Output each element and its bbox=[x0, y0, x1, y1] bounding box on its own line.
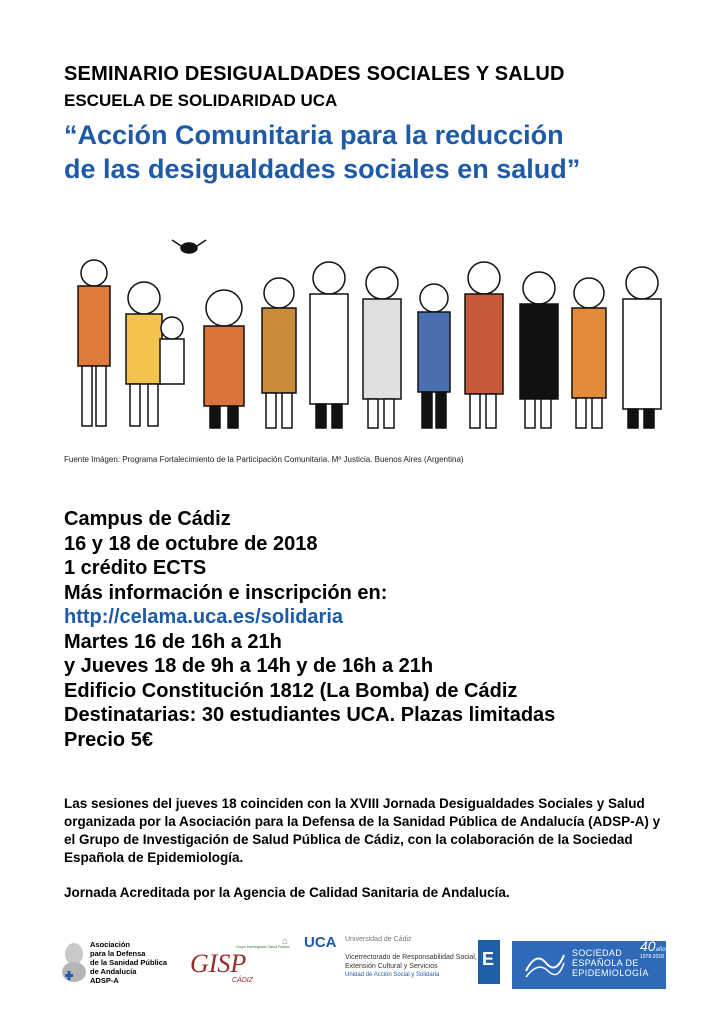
person-11 bbox=[572, 278, 606, 428]
see-line-2: ESPAÑOLA DE bbox=[572, 958, 639, 968]
quote-line-2: de las desigualdades sociales en salud” bbox=[64, 154, 581, 184]
person-4 bbox=[204, 290, 244, 428]
sessions-note: Las sesiones del jueves 18 coinciden con la XVIII Jornada Desigualdades Sociales y Salud organizada por la Asociación para la Defensa de la Sanidad Pública de Andalucía (ADSP-A) y el Grupo de Investigación de Salud Pública de Cádiz, con la colaboración de la Sociedad Española de Epidemiología. bbox=[64, 796, 661, 865]
uca-wordmark: UCA bbox=[304, 934, 337, 951]
quote-line-1: “Acción Comunitaria para la reducción bbox=[64, 120, 564, 150]
uca-vicerrectorado bbox=[345, 954, 477, 971]
uca-sub-line-1: Vicerrectorado de Responsabilidad Social, bbox=[345, 954, 477, 961]
image-source-caption: Fuente Imágen: Programa Fortalecimiento de la Participación Comunitaria. Mº Justicia. Buenos Aires (Argentina) bbox=[64, 455, 464, 464]
see-year-range: 1978-2018 bbox=[640, 954, 664, 960]
see-emblem-icon bbox=[518, 941, 568, 989]
seminar-title: SEMINARIO DESIGUALDADES SOCIALES Y SALUD bbox=[64, 63, 565, 85]
event-info bbox=[64, 507, 555, 752]
see-40-years bbox=[640, 938, 669, 954]
more-info-label: Más información e inscripción en: bbox=[64, 581, 388, 604]
see-line-3: EPIDEMIOLOGÍA bbox=[572, 968, 649, 978]
person-6 bbox=[310, 262, 348, 428]
audience: Destinatarias: 30 estudiantes UCA. Plazas limitadas bbox=[64, 704, 556, 726]
adsp-line-4: de Andalucía bbox=[90, 967, 137, 976]
adsp-line-5: ADSP-A bbox=[90, 976, 119, 985]
adsp-line-2: para la Defensa bbox=[90, 949, 146, 958]
e-logo bbox=[478, 940, 500, 984]
credits: 1 crédito ECTS bbox=[64, 557, 207, 579]
bee-icon bbox=[172, 240, 206, 253]
person-12 bbox=[623, 267, 661, 428]
price: Precio 5€ bbox=[64, 728, 153, 751]
accreditation-note: Jornada Acreditada por la Agencia de Calidad Sanitaria de Andalucía. bbox=[64, 885, 510, 900]
person-7 bbox=[363, 267, 401, 428]
school-subtitle: ESCUELA DE SOLIDARIDAD UCA bbox=[64, 91, 338, 110]
community-people-illustration bbox=[64, 228, 674, 433]
schedule-tuesday: Martes 16 de 16h a 21h bbox=[64, 630, 282, 653]
person-1 bbox=[78, 260, 110, 426]
e-letter: E bbox=[482, 949, 495, 969]
adsp-a-logo bbox=[60, 932, 180, 992]
schedule-thursday: y Jueves 18 de 9h a 14h y de 16h a 21h bbox=[64, 655, 434, 677]
dates: 16 y 18 de octubre de 2018 bbox=[64, 532, 318, 555]
gisp-logo bbox=[188, 934, 290, 990]
see-40: 40 bbox=[640, 938, 656, 954]
see-line-1: SOCIEDAD bbox=[572, 948, 623, 958]
gisp-letters: GISP bbox=[190, 949, 247, 978]
sponsor-logos bbox=[60, 932, 670, 992]
adsp-line-1: Asociación bbox=[90, 940, 131, 949]
seminar-quote-title bbox=[64, 118, 684, 186]
uca-unit: Unidad de Acción Social y Solidaria bbox=[345, 972, 440, 978]
person-8 bbox=[418, 284, 450, 428]
person-3 bbox=[160, 317, 184, 384]
person-10 bbox=[520, 272, 558, 428]
see-logo bbox=[512, 938, 669, 989]
uca-sub-line-2: Extensión Cultural y Servicios bbox=[345, 962, 438, 970]
uca-university: Universidad de Cádiz bbox=[345, 936, 412, 943]
registration-link[interactable]: http://celama.uca.es/solidaria bbox=[64, 606, 343, 628]
venue: Edificio Constitución 1812 (La Bomba) de Cádiz bbox=[64, 679, 518, 702]
person-9 bbox=[465, 262, 503, 428]
gisp-sub: Grupo Investigación Salud Pública bbox=[236, 945, 290, 949]
uca-crest-icon: ⌂ bbox=[282, 936, 289, 947]
adsp-line-3: de la Sanidad Pública bbox=[90, 958, 168, 967]
person-2 bbox=[126, 282, 162, 426]
see-anos: años bbox=[655, 947, 669, 953]
campus: Campus de Cádiz bbox=[64, 508, 231, 530]
seal-icon bbox=[60, 938, 88, 984]
gisp-city: CÁDIZ bbox=[232, 977, 253, 984]
person-5 bbox=[262, 278, 296, 428]
